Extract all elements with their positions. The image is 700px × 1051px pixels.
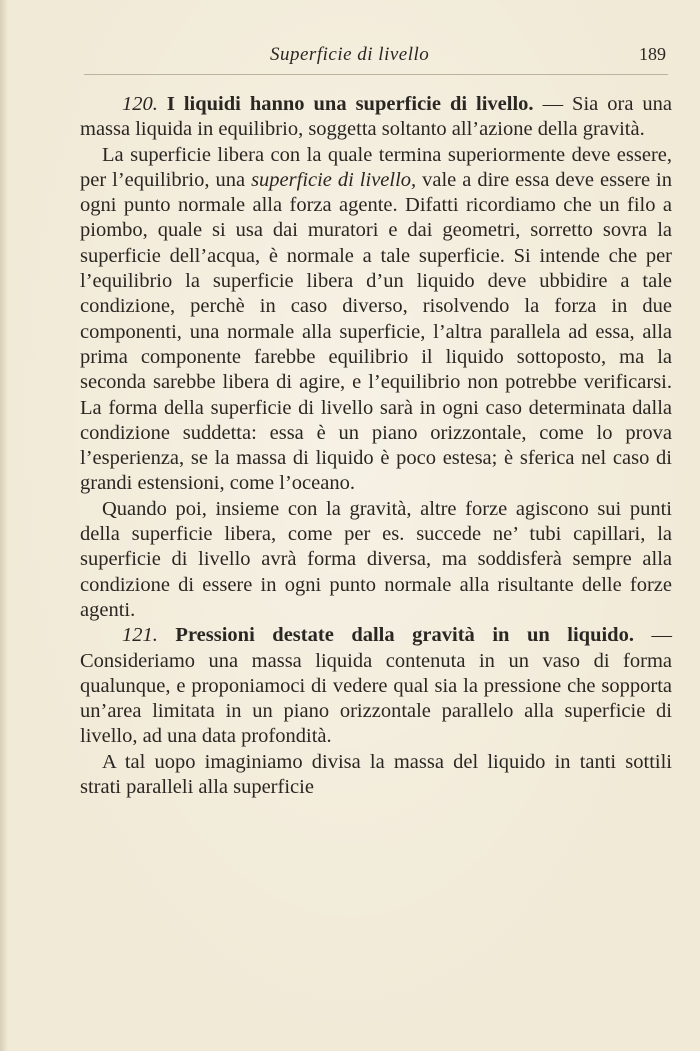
section-text: — Sia ora una massa liquida in equilibrio, soggetta soltanto all’azione della gravità. bbox=[80, 93, 673, 141]
section-heading: I liquidi hanno una superficie di livello. bbox=[166, 93, 534, 115]
running-title: Superficie di livello bbox=[270, 44, 430, 65]
section-121-paragraph bbox=[80, 623, 672, 749]
page-header bbox=[80, 42, 670, 72]
section-number: 120. bbox=[122, 93, 158, 115]
emphasis-text: superficie di livello, bbox=[251, 168, 417, 191]
section-heading: Pressioni destate dalla gravità in un liquido. bbox=[175, 624, 634, 647]
header-rule bbox=[84, 74, 668, 75]
paragraph bbox=[80, 143, 672, 497]
section-number: 121. bbox=[122, 624, 158, 647]
paragraph: A tal uopo imaginiamo divisa la massa del liquido in tanti sottili strati paralleli alla superficie bbox=[80, 750, 672, 799]
paragraph-text: La superficie libera con la quale termina superiormente deve essere, per l’equilibrio, una bbox=[80, 143, 672, 191]
page-edge-shadow bbox=[0, 0, 8, 1051]
page-number: 189 bbox=[639, 44, 666, 64]
section-120-paragraph bbox=[80, 92, 672, 143]
section-text: — Consideriamo una massa liquida contenuta in un vaso di forma qualunque, e proponiamoci di vedere qual sia la pressione che sopporta un’area limitata in un piano orizzontale parallelo alla superficie di livello, ad una data profondità. bbox=[80, 624, 673, 748]
body-text bbox=[80, 92, 672, 800]
paragraph: Quando poi, insieme con la gravità, altre forze agiscono sui punti della superficie libera, come per es. succede ne’ tubi capillari, la superficie di livello avrà forma diversa, ma soddisferà sempre alla condizione di essere in ogni punto normale alla risultante delle forze agenti. bbox=[80, 497, 672, 621]
paragraph-text: vale a dire essa deve essere in ogni punto normale alla forza agente. Difatti ricordiamo che un filo a piombo, quale si usa dai muratori e dai geometri, sorretto sovra la superficie dell’acqua, è normale a tale superficie. Si intende che per l’equilibrio la superficie libera d’un liquido deve ubbidire a tale condizione, perchè in caso diverso, risolvendo la forza in due componenti, una normale alla superficie, l’altra parallela ad essa, alla prima componente farebbe equilibrio il liquido sottoposto, ma la seconda sarebbe libera di agire, e l’equilibrio non potrebbe verificarsi. La forma della superficie di livello sarà in ogni caso determinata dalla condizione suddetta: essa è un piano orizzontale, come lo prova l’esperienza, se la massa di liquido è poco estesa; è sferica nel caso di grandi estensioni, come l’oceano. bbox=[80, 168, 672, 495]
